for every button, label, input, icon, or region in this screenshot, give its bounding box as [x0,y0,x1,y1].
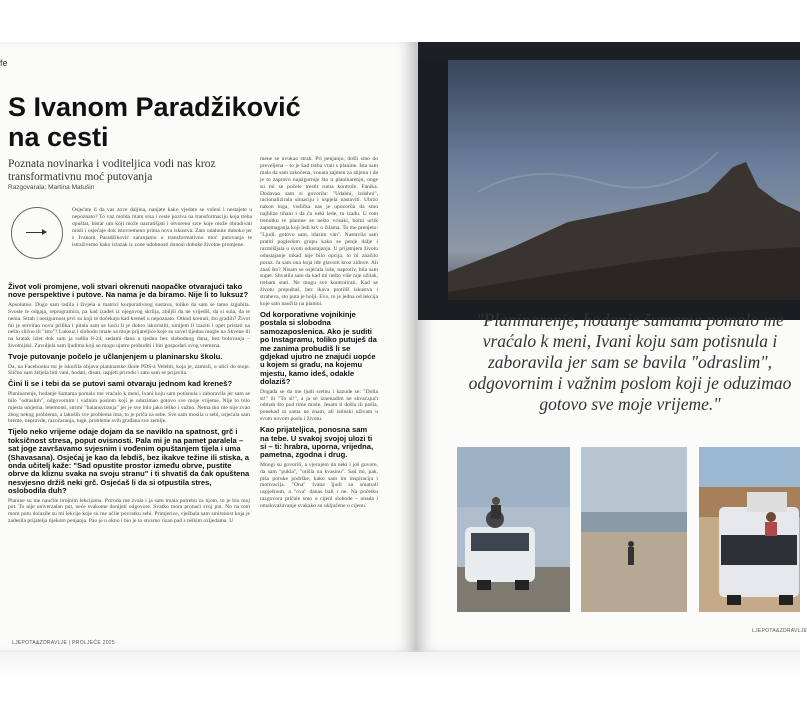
article-column-2 [260,156,378,513]
byline: Razgovarala: Martina Matušin [8,184,95,191]
question-heading: Kao prijateljica, ponosna sam na tebe. U svakoj svojoj ulozi ti si – ti: hrabra, uporna, vrijedna, pametna, zgodna i drug. [260,425,374,460]
question-heading: Tvoje putovanje počelo je učlanjenjem u planinarsku školu. [8,352,223,362]
question-heading: Život voli promjene, voli stvari okrenuti naopačke otvarajući tako nove perspektive i putove. Na nama je da biramo. Nije li to luksuz? [8,282,249,300]
question-heading: Čini li se i tebi da se putovi sami otvaraju jednom kad kreneš? [8,379,233,389]
body-paragraph: mene se uvukao strah. Pri penjanju, došli smo do preveljena – to je kad treba vrati s planine. Ista sam mala da sam zakočena, vonata sajmen za stijenu i da je to zapravo najsigurnije što u planinarenju, onge su mi se počele trestit ruma kontrole. Fanika. Dodavao sam si govorila: "Udahni, izdahni", racionalizirala situaciju i uspjela nastaviti. Ubrzo nakon toga, vodička nas je upozorila da smo najblize tihani i da ću neki lede, tu izađu. U tom trenutku te planine se nešto vrisaki, bolni urlik zapomaganja koji ledi krv u žilama. To me prenjelo: "Ljudi, gotovo sam, idazim van". Nastavila sam pratiti pogledom grupu kako se penje dalje i razmišljala u svom odustajanju. U prijatnjem životu odustajanje nikad nije bilo opcija, to bi značilo poraz. Ja sam ona koja ide glavom kroz zidove. Ali znaš što? Nisam se osjećala lošе, naprotiv, bila sam super. Shvatila sam da kad mi nešto više nije užitak, trebam stati. Ne mogu sve kontrolirati. Kad se životu prepuštaš, bez ikava protiliš iskustva i straheva, sto puta je bolji. Evo, to je jedna od lekcija koje sam naučila na planini. [260,156,378,308]
beach-photo [581,447,687,612]
pull-quote: "Planinarenje, hodanje šumama pomalo me vraćalo k meni, Ivani koju sam potisnula i zaboravila jer sam se bavila "odraslim", odgovornim i važnim poslom koji je oduzimao gotovo sve moje vrijeme." [468,310,792,414]
section-tag: fe [0,58,8,68]
question-heading: Od korporativne vojnikinje postala si slobodna samozaposlenica. Ako je suditi po Instagramu, toliko putuješ da me zanima probudiš li se gdjekad ujutro ne znajući uopće u kojem si gradu, na kojemu mjestu, kamo ideš, odakle dolaziš? [260,309,377,387]
body-paragraph: Mnogi su govorili, a vjerujem da neki i još govore, da sam "pukla", "otišla na kvasinu". Sad mi, pak, piša poruke podrške, kako sam im inspiracija i motivacija. "Ona" Ivana ljudi su smatrali uspješnom, a "ova" danas bali i ne. Na početku razgovora pričale smo o cijeni slobode – onada i omalovažavanje svakako su uključene u cijenu. [260,461,378,510]
hero-photo [418,42,800,320]
spread-shadow [0,650,800,680]
headline: S Ivanom Paradžiković na cesti [8,92,301,152]
body-paragraph: Planinarenje, hodanje šumama pomalo me vraćalo k meni, Ivani koju sam potisnula i zaboravila jer sam se bilo "odraslim", odgovornim i važnim poslom koji je oduzimao gotovo sve moje vrijeme. Nije to bilo mjesta umjetna, lelemonti, strimr "balansviranja" jer je sve bilo jako teško i važno. Nema tko me nije zvao zbog nekog problema, a lakoših sve problema ima, to je priča za sebe. Sve sam mosila u sebi, osjećala sam breme, nepravde, razočaranja, tuge, probleme svih građana sve zemlje. [8,390,250,425]
arrow-circle-icon [11,207,63,259]
footer-right: LJEPOTA&ZDRAVLJE [752,628,807,634]
campervan-photo [699,447,800,612]
standfirst: Poznata novinarka i voditeljica vodi nas kroz transformativnu moć putovanja [8,158,216,183]
body-paragraph: Događa se da me ljudi sretnu i kazude se: "Dolla si!" ili "To si!", a ja se iznenadim ne shvaćajući odmah što pod time misle. Jesam li došla ili pošla, ponekad ni sama ne znam, ali istinski uživam u svom novom poslu i životu. [260,388,378,423]
body-paragraph: Planine su me naučile brojnim lekcijama. Priroda me zvala i ja sam imala potrebu za njom, to je bio moj put. To nije univerzalan put, neće svakome donijeti odgovore. Svatko mora pronaći svoj put. No na tom mom putu dolazile su mi lekcije koje su me učile povratku sebi. Primjerice, vježbala sam smirenost koja je zadesila prijatelja tijekom penjanja. Pao je u okno i bio je to stvarno rizan pad s teškim ozljedama. U [8,497,250,525]
body-paragraph: Apsolutno. Dugo sam radila i živjela u matrici korporativnog sustava, toliko da sam se tamo izgubila. Svoste te odgaja, reprogramira, pa kad izađeš iz njegovog skrilja, zbiljši da ne vrijediš, da si sula, da te nema. Strah i nesigurnost prvi su koji te dočekaju kad krenеš u nepoznato. Otkud krenuti, što gradili? Život mi je servirao novu prilika i pitala sam se hoću li je dobro iskoristiti, umijem li izaziti i opet pristati na nešto slično ili "isto"? Luksuz i slobodu imale sa moje prijateljice koje su uzvel tijedna mogle na Skvene ili na kratak izlet dok sam ja radila 8-24, sedami dana u tjednu bez slobodnog dana, bez bolovanja – životnijski. Zavuljela sam ljudima koji se mogu ujutro probuditi i biti gospodari svog vremena. [8,301,250,350]
van-roof-photo [457,447,570,612]
intro-paragraph: Osjećate li da vas zove daljina, nanjate kako vjedate se voleni i nestajete u nepoznato? To vaz molda ritam srsa i cestе poziva na transformaciju koja treba opuštat, bistar um koji može nazratišjati i otvoreno srce koje može obradivati misli i osjećaje dok istovremeno prima nova iskustva. Zato udahnite duboko jer s Ivanom Paradžiković zaranjamo u transformativnu moć putovanja te istraživemo kako izlazak iz zone udobnosti donosi duboke životne promjene. [72,207,252,248]
article-column-1 [8,280,250,528]
body-paragraph: Da, na Facebooku mi je iskočila objava planinarske škole PDS-a Velebit, koja je, zamisli, u ulici do moje. Slično sam željela biti vani, hodati, disati, uspjeti prirodu i zato sam se prijavila. [8,363,250,377]
question-heading: Tijelo neko vrijeme odaje dojam da se naviklo na spatnost, grč i toksičnost stresa, poput ovisnosti. Pala mi je na pamet paralela – sat joge završavamo svjesnim i vođenim opuštanjem tijela i uma (Shavasana). Osjećaj je kao da lebdiš, bez ikakve težine ili stiska, a onda učitelj kaže: "Sad opustite prostor između obrve, pustite obrve da kliznu svaka na svoju stranu" i ti shvatiš da čak opuštena nesvjesno držiš neki grč. Osjećaš li da si otpustila stres, oslobodila duh? [8,427,250,496]
footer-left: LJEPOTA&ZDRAVLJE | PROLJEĆE 2025 [12,640,115,646]
